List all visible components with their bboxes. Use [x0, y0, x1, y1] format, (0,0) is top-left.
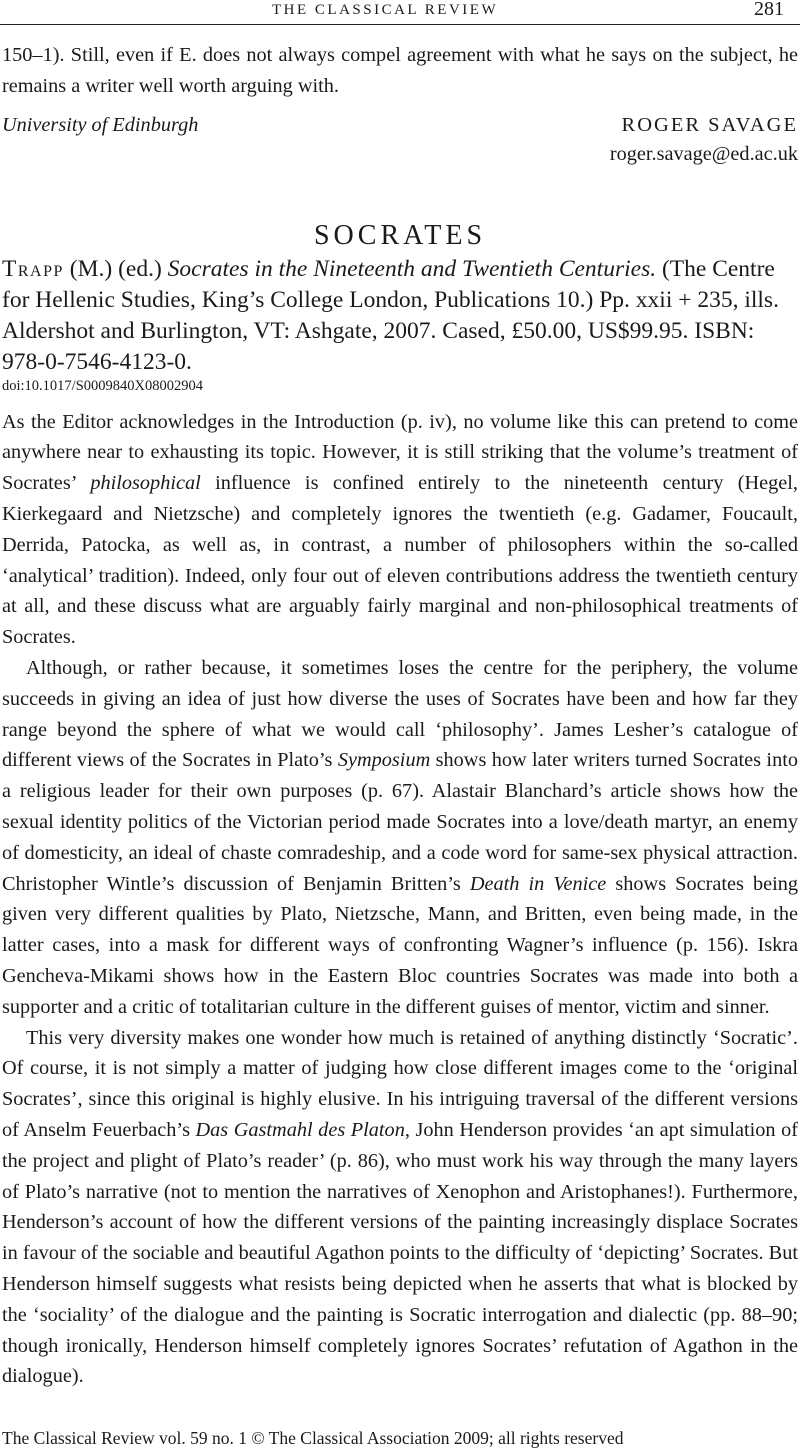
- bibliographic-entry: [0, 254, 800, 378]
- running-head: [0, 0, 800, 22]
- p2-emphasis-1: Symposium: [337, 749, 431, 772]
- doi[interactable]: doi:10.1017/S0009840X08002904: [2, 377, 203, 394]
- reviewer-email[interactable]: roger.savage@ed.ac.uk: [609, 142, 798, 165]
- main-content: [0, 40, 800, 1392]
- p2-text-c: shows Socrates being given very different qualities by Plato, Nietzsche, Mann, and Britten, even being made, in the latter cases, into a mask for different ways of confronting Wagner’s influence (p. 156). Iskra Gencheva-Mikami shows how in the Eastern Bloc countries Socrates was made into both a supporter and a critic of totalitarian culture in the different guises of mentor, victim and sinner.: [2, 872, 798, 1018]
- p1-emphasis: philosophical: [90, 472, 201, 495]
- book-title: Socrates in the Nineteenth and Twentieth Centuries.: [167, 255, 657, 282]
- journal-title: THE CLASSICAL REVIEW: [272, 2, 499, 18]
- body-paragraph-1: [0, 407, 800, 653]
- p2-text-a: Although, or rather because, it sometimes loses the centre for the periphery, the volume succeeds in giving an idea of just how diverse the uses of Socrates have been and how far they range beyond the sphere of what we would call ‘philosophy’. James Lesher’s catalogue of different views of the Socrates in Plato’s: [2, 656, 798, 772]
- p3-text-b: , John Henderson provides ‘an apt simulation of the project and plight of Plato’s reader’ (p. 86), who must work his way through the many layers of Plato’s narrative (not to mention the narratives of Xenophon and Aristophanes!). Furthermore, Henderson’s account of how the different versions of the painting increasingly displace Socrates in favour of the sociable and beautiful Agathon points to the difficulty of ‘depicting’ Socrates. But Henderson himself suggests what resists being depicted when he asserts that what is blocked by the ‘sociality’ of the dialogue and the painting is Socratic interrogation and dialectic (pp. 88–90; though ironically, Henderson himself completely ignores Socrates’ refutation of Agathon in the dialogue).: [2, 1118, 798, 1388]
- body-paragraph-3: [0, 1023, 800, 1393]
- p1-text-b: influence is confined entirely to the nineteenth century (Hegel, Kierkegaard and Nietzsche) and completely ignores the twentieth (e.g. Gadamer, Foucault, Derrida, Patocka, as well as, in contrast, a number of philosophers within the so-called ‘analytical’ tradition). Indeed, only four out of eleven contributions address the twentieth century at all, and these discuss what are arguably fairly marginal and non-philosophical treatments of Socrates.: [2, 472, 798, 649]
- p2-emphasis-2: Death in Venice: [469, 872, 607, 895]
- p1-text-a: As the Editor acknowledges in the Introduction (p. iv), no volume like this can pretend to come anywhere near to exhausting its topic. However, it is still striking that the volume’s treatment of Socrates’: [2, 410, 798, 495]
- p3-emphasis: Das Gastmahl des Platon: [195, 1118, 405, 1141]
- p2-text-b: shows how later writers turned Socrates into a religious leader for their own purposes (p. 67). Alastair Blanchard’s article shows how the sexual identity politics of the Victorian period made Socrates into a love/death martyr, an enemy of domesticity, an ideal of chaste comradeship, and a code word for same-sex physical attraction. Christopher Wintle’s discussion of Benjamin Britten’s: [2, 749, 798, 895]
- p3-text-a: This very diversity makes one wonder how much is retained of anything distinctly ‘Socratic’. Of course, it is not simply a matter of judging how close different images come to the ‘original Socrates’, since this original is highly elusive. In his intriguing traversal of the different versions of Anselm Feuerbach’s: [2, 1026, 798, 1141]
- copyright-footer: The Classical Review vol. 59 no. 1 © The Classical Association 2009; all rights reserved: [2, 1428, 624, 1448]
- author-initial: (M.): [69, 255, 113, 282]
- section-title: SOCRATES: [313, 219, 487, 251]
- previous-review-closing: 150–1). Still, even if E. does not always compel agreement with what he says on the subject, he remains a writer well worth arguing with.: [2, 44, 798, 97]
- header-rule: [0, 24, 800, 25]
- book-author: Trapp: [2, 255, 64, 282]
- body-paragraph-2: [0, 653, 800, 1023]
- editor-marker: (ed.): [118, 255, 162, 282]
- publication-details: (The Centre for Hellenic Studies, King’s College London, Publications 10.) Pp. xxii + 235, ills. Aldershot and Burlington, VT: Ashgate, 2007. Cased, £50.00, US$99.95. ISBN: 978-0-7546-4123-0.: [2, 255, 779, 375]
- page-number: 281: [754, 0, 784, 20]
- reviewer-affiliation: University of Edinburgh: [2, 113, 199, 136]
- reviewer-name: ROGER SAVAGE: [621, 113, 798, 136]
- reviewer-signature: [0, 114, 800, 172]
